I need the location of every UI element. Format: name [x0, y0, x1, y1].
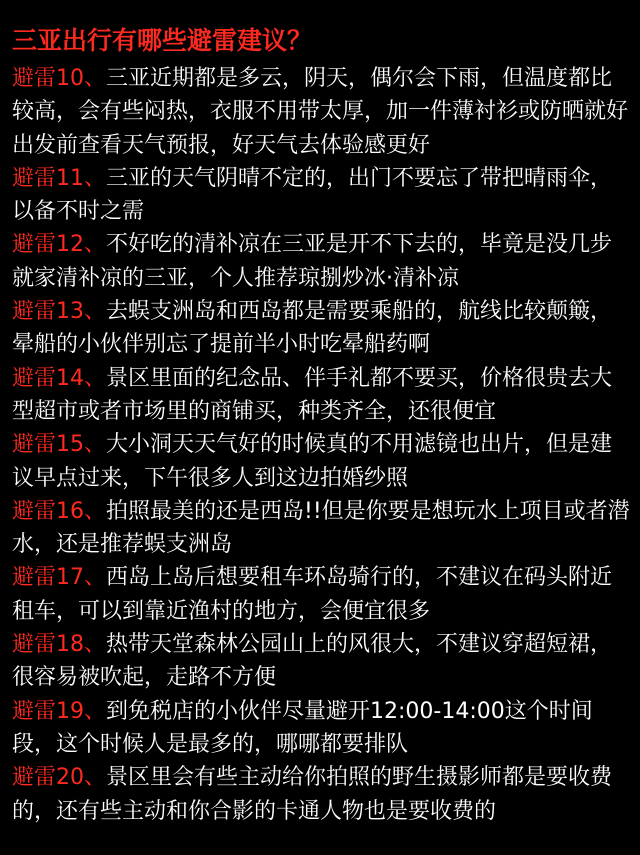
- tip-text: 西岛上岛后想要租车环岛骑行的，不建议在码头附近租车，可以到靠近渔村的地方，会便宜很多: [12, 565, 613, 624]
- tip-text: 大小洞天天气好的时候真的不用滤镜也出片，但是建议早点过来，下午很多人到这边拍婚纱照: [12, 432, 613, 491]
- tip-label: 避雷13、: [12, 299, 106, 325]
- tip-item: [12, 162, 630, 229]
- tip-label: 避雷16、: [12, 498, 106, 524]
- tip-label: 避雷15、: [12, 432, 106, 458]
- tip-label: 避雷11、: [12, 165, 106, 191]
- tip-label: 避雷20、: [12, 765, 106, 791]
- tip-item: [12, 295, 630, 362]
- tip-item: [12, 362, 630, 429]
- tip-label: 避雷19、: [12, 698, 106, 724]
- tip-text: 景区里面的纪念品、伴手礼都不要买，价格很贵去大型超市或者市场里的商铺买，种类齐全，还很便宜: [12, 365, 613, 424]
- tip-item: [12, 495, 630, 562]
- tip-label: 避雷18、: [12, 632, 106, 658]
- tip-item: [12, 761, 630, 828]
- page-title: 三亚出行有哪些避雷建议？: [12, 26, 313, 55]
- tip-text: 去蜈支洲岛和西岛都是需要乘船的，航线比较颠簸，晕船的小伙伴别忘了提前半小时吃晕船药啊: [12, 299, 613, 358]
- tip-item: [12, 628, 630, 695]
- tips-list: [12, 62, 630, 828]
- tip-text: 不好吃的清补凉在三亚是开不下去的，毕竟是没几步就家清补凉的三亚，个人推荐琼捌炒冰·清补凉: [12, 232, 613, 291]
- tip-item: [12, 428, 630, 495]
- tip-text: 三亚的天气阴晴不定的，出门不要忘了带把晴雨伞，以备不时之需: [12, 165, 613, 225]
- tip-label: 避雷14、: [12, 365, 106, 391]
- tip-item: [12, 62, 630, 162]
- tip-label: 避雷10、: [12, 66, 106, 91]
- tip-text: 景区里会有些主动给你拍照的野生摄影师都是要收费的，还有些主动和你合影的卡通人物也是要收费的: [12, 765, 613, 824]
- tip-text: 热带天堂森林公园山上的风很大，不建议穿超短裙，很容易被吹起，走路不方便: [12, 632, 613, 691]
- tip-text: 拍照最美的还是西岛!!但是你要是想玩水上项目或者潜水，还是推荐蜈支洲岛: [12, 498, 630, 558]
- tip-label: 避雷17、: [12, 565, 106, 591]
- tip-text: 三亚近期都是多云，阴天，偶尔会下雨，但温度都比较高，会有些闷热，衣服不用带太厚，加一件薄衬衫或防晒就好出发前查看天气预报，好天气去体验感更好: [12, 66, 629, 158]
- tip-item: [12, 561, 630, 628]
- tip-text: 到免税店的小伙伴尽量避开12:00-14:00这个时间段，这个时候人是最多的，哪哪都要排队: [12, 698, 593, 757]
- tip-item: [12, 228, 630, 295]
- tip-label: 避雷12、: [12, 232, 106, 258]
- tip-item: [12, 695, 630, 762]
